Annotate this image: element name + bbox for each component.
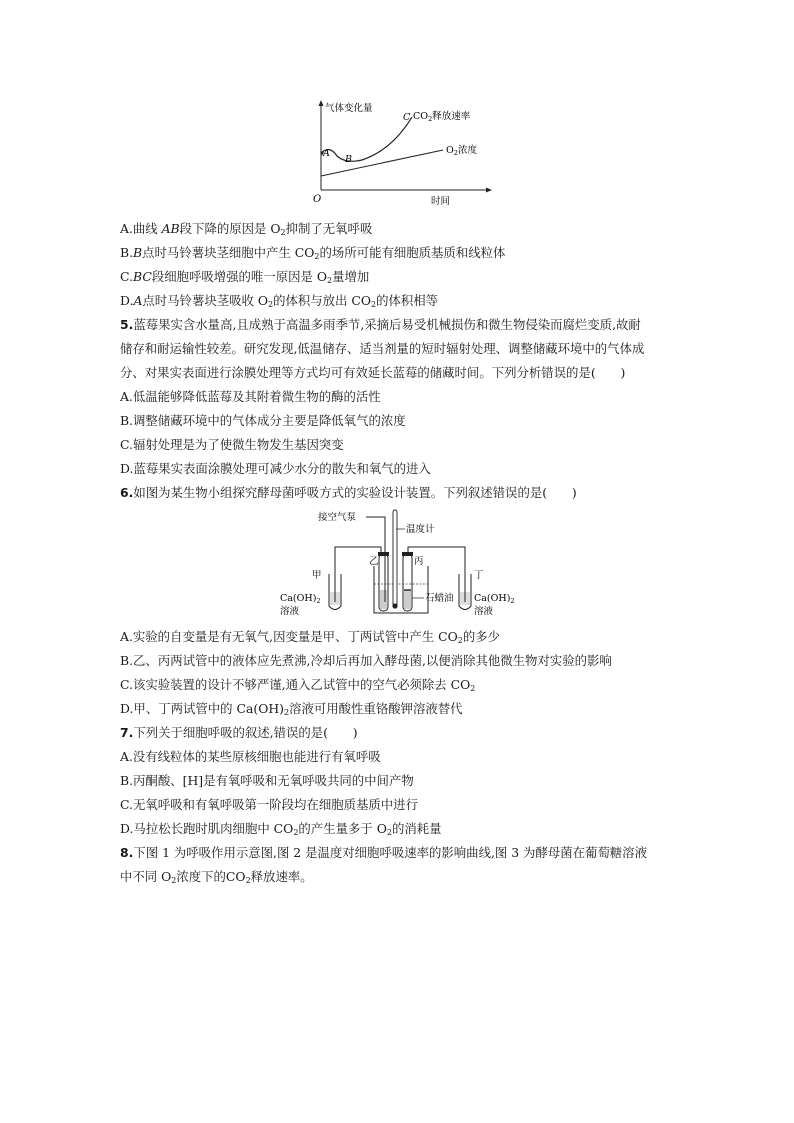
left-solution-label: $Ca(OH)_2$ — [280, 593, 321, 605]
co2-curve-label: $CO_2$释放速率 — [413, 111, 471, 123]
q7-option-c: C.无氧呼吸和有氧呼吸第一阶段均在细胞质基质中进行 — [120, 797, 418, 812]
o2-curve-label: $O_2$浓度 — [446, 145, 477, 157]
right-solution-label: $Ca(OH)_2$ — [474, 593, 515, 605]
paraffin-oil-label: 石蜡油 — [425, 593, 454, 604]
point-c-label: C — [403, 112, 411, 123]
q7-stem: 7.下列关于细胞呼吸的叙述,错误的是( ) — [120, 725, 358, 740]
x-axis-label: 时间 — [431, 196, 451, 207]
q4-option-a: A.曲线 AB段下降的原因是 $O_2$抑制了无氧呼吸 — [120, 221, 373, 237]
tube-bing — [402, 552, 413, 611]
q6-option-c: C.该实验装置的设计不够严谨,通入乙试管中的空气必须除去 $CO_2$ — [120, 677, 476, 693]
tube-jia-label: 甲 — [312, 570, 322, 581]
q4-option-d: D.A点时马铃薯块茎吸收 $O_2$的体积与放出 $CO_2$的体积相等 — [120, 293, 439, 309]
q4-option-b: B.B点时马铃薯块茎细胞中产生 $CO_2$的场所可能有细胞质基质和线粒体 — [120, 245, 506, 261]
figure-yeast-apparatus — [278, 506, 518, 618]
q5-stem-line-1: 5.蓝莓果实含水量高,且成熟于高温多雨季节,采摘后易受机械损伤和微生物侵染而腐烂变质,故耐 — [120, 317, 641, 332]
point-a-label: A — [323, 148, 330, 159]
point-b-label: B — [345, 154, 352, 165]
q8-stem-line-1: 8.下图 1 为呼吸作用示意图,图 2 是温度对细胞呼吸速率的影响曲线,图 3 为酵母菌在葡萄糖溶液 — [120, 845, 647, 860]
left-solution-word: 溶液 — [280, 606, 300, 617]
air-pump-label: 接空气泵 — [318, 512, 357, 523]
tube-yi-label: 乙 — [369, 556, 379, 567]
q5-option-b: B.调整储藏环境中的气体成分主要是降低氧气的浓度 — [120, 413, 406, 428]
q5-option-a: A.低温能够降低蓝莓及其附着微生物的酶的活性 — [120, 389, 381, 404]
origin-label: O — [313, 194, 322, 205]
y-axis-arrow — [319, 100, 324, 106]
y-axis-label: 气体变化量 — [325, 103, 373, 114]
q7-option-b: B.丙酮酸、[H]是有氧呼吸和无氧呼吸共同的中间产物 — [120, 773, 414, 788]
q4-option-c: C.BC段细胞呼吸增强的唯一原因是 $O_2$量增加 — [120, 269, 370, 285]
q5-option-d: D.蓝莓果实表面涂膜处理可减少水分的散失和氧气的进入 — [120, 461, 431, 476]
tube-bing-label: 丙 — [414, 556, 424, 567]
q6-option-b: B.乙、丙两试管中的液体应先煮沸,冷却后再加入酵母菌,以便消除其他微生物对实验的影响 — [120, 653, 612, 668]
q6-number: 6. — [120, 485, 134, 500]
q8-number: 8. — [120, 845, 134, 860]
q5-option-c: C.辐射处理是为了使微生物发生基因突变 — [120, 437, 344, 452]
q7-option-d: D.马拉松长跑时肌肉细胞中 $CO_2$的产生量多于 $O_2$的消耗量 — [120, 821, 442, 837]
q7-option-a: A.没有线粒体的某些原核细胞也能进行有氧呼吸 — [120, 749, 381, 764]
o2-concentration-line — [321, 150, 443, 176]
figure-gas-change-graph — [300, 96, 500, 211]
q6-option-d: D.甲、丁两试管中的 $Ca(OH)_2$溶液可用酸性重铬酸钾溶液替代 — [120, 701, 463, 717]
x-axis-arrow — [486, 188, 492, 193]
co2-release-curve — [321, 117, 412, 161]
q5-number: 5. — [120, 317, 134, 332]
tube-yi — [378, 552, 389, 611]
q5-stem-line-3: 分、对果实表面进行涂膜处理等方式均可有效延长蓝莓的储藏时间。下列分析错误的是( ) — [120, 365, 626, 380]
tube-ding-label: 丁 — [474, 570, 484, 581]
q8-stem-line-2: 中不同 $O_2$浓度下的$CO_2$释放速率。 — [120, 869, 313, 885]
q7-number: 7. — [120, 725, 134, 740]
thermometer — [392, 510, 397, 609]
right-solution-word: 溶液 — [474, 606, 494, 617]
q5-stem-line-2: 储存和耐运输性较差。研究发现,低温储存、适当剂量的短时辐射处理、调整储藏环境中的气体成 — [120, 341, 645, 356]
q6-option-a: A.实验的自变量是有无氧气,因变量是甲、丁两试管中产生 $CO_2$的多少 — [120, 629, 501, 645]
thermometer-label: 温度计 — [406, 524, 435, 535]
q6-stem: 6.如图为某生物小组探究酵母菌呼吸方式的实验设计装置。下列叙述错误的是( ) — [120, 485, 577, 500]
